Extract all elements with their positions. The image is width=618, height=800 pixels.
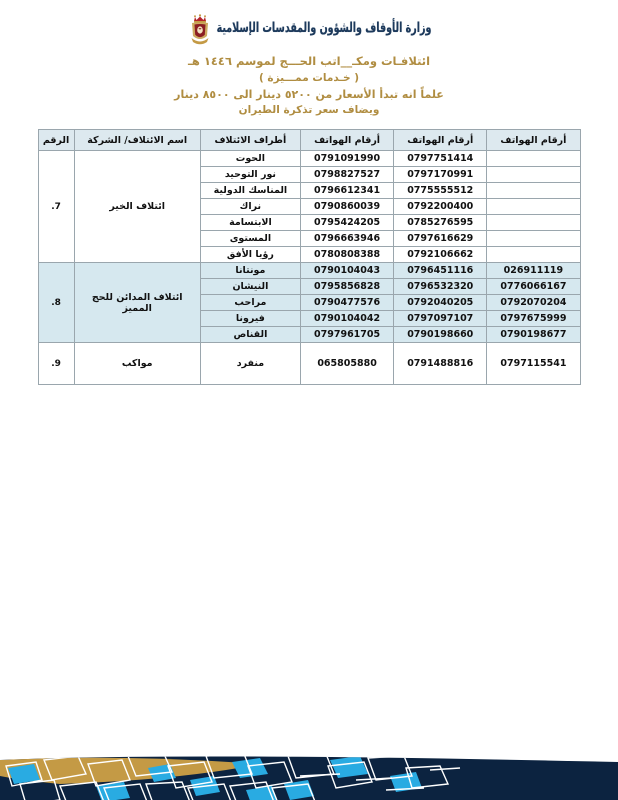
cell-party: نراك bbox=[200, 199, 300, 215]
cell-phone2: 0797097107 bbox=[394, 311, 487, 327]
cell-party: النيشان bbox=[200, 279, 300, 295]
cell-party: رؤيا الأفق bbox=[200, 247, 300, 263]
cell-phone3 bbox=[487, 183, 580, 199]
cell-party: القناص bbox=[200, 327, 300, 343]
ministry-logo-text: وزارة الأوقاف والشؤون والمقدسات الإسلامية bbox=[216, 20, 432, 37]
cell-phone2: 0790198660 bbox=[394, 327, 487, 343]
cell-phone3: 0776066167 bbox=[487, 279, 580, 295]
cell-phone1: 0797961705 bbox=[300, 327, 393, 343]
cell-phone3: 0792070204 bbox=[487, 295, 580, 311]
cell-phone3: 0797675999 bbox=[487, 311, 580, 327]
cell-phone1: 0795424205 bbox=[300, 215, 393, 231]
cell-phone3 bbox=[487, 167, 580, 183]
cell-party: الحوت bbox=[200, 151, 300, 167]
cell-phone1: 0796612341 bbox=[300, 183, 393, 199]
cell-phone1: 0791091990 bbox=[300, 151, 393, 167]
table-header-row bbox=[38, 130, 580, 151]
ministry-logo bbox=[187, 12, 432, 46]
column-header-number: الرقم bbox=[38, 130, 74, 151]
cell-phone3: 0790198677 bbox=[487, 327, 580, 343]
cell-phone3 bbox=[487, 231, 580, 247]
cell-party: مونتانا bbox=[200, 263, 300, 279]
table-row bbox=[38, 151, 580, 167]
cell-phone2: 0792040205 bbox=[394, 295, 487, 311]
cell-phone3: 0797115541 bbox=[487, 343, 580, 385]
document-header bbox=[0, 0, 618, 52]
cell-coalition-name: ائتلاف المدائن للحج المميز bbox=[74, 263, 200, 343]
cell-phone1: 0790860039 bbox=[300, 199, 393, 215]
title-block bbox=[0, 54, 618, 116]
cell-phone2: 0792106662 bbox=[394, 247, 487, 263]
cell-phone1: 0790104042 bbox=[300, 311, 393, 327]
cell-row-number: .9 bbox=[38, 343, 74, 385]
cell-phone1: 0780808388 bbox=[300, 247, 393, 263]
cell-coalition-name: ائتلاف الخير bbox=[74, 151, 200, 263]
cell-phone1: 0795856828 bbox=[300, 279, 393, 295]
coalitions-table-wrapper bbox=[38, 129, 581, 385]
cell-party: الابتسامة bbox=[200, 215, 300, 231]
cell-party: المناسك الدولية bbox=[200, 183, 300, 199]
cell-phone2: 0792200400 bbox=[394, 199, 487, 215]
jordan-crown-emblem-icon bbox=[187, 12, 213, 46]
cell-phone3 bbox=[487, 215, 580, 231]
cell-row-number: .8 bbox=[38, 263, 74, 343]
cell-phone3 bbox=[487, 247, 580, 263]
cell-party: نور التوحيد bbox=[200, 167, 300, 183]
cell-phone1: 065805880 bbox=[300, 343, 393, 385]
cell-phone3 bbox=[487, 151, 580, 167]
table-row bbox=[38, 343, 580, 385]
footer-decorative-band bbox=[0, 750, 618, 800]
cell-phone1: 0790477576 bbox=[300, 295, 393, 311]
cell-phone2: 0775555512 bbox=[394, 183, 487, 199]
cell-phone2: 0797751414 bbox=[394, 151, 487, 167]
cell-phone3 bbox=[487, 199, 580, 215]
cell-party: مراحب bbox=[200, 295, 300, 311]
table-row bbox=[38, 263, 580, 279]
cell-phone1: 0798827527 bbox=[300, 167, 393, 183]
cell-phone2: 0796451116 bbox=[394, 263, 487, 279]
table-body bbox=[38, 151, 580, 385]
cell-party: منفرد bbox=[200, 343, 300, 385]
column-header-name: اسم الائتلاف/ الشركة bbox=[74, 130, 200, 151]
cell-phone2: 0791488816 bbox=[394, 343, 487, 385]
price-note: علماً انه تبدأ الأسعار من ٥٢٠٠ دينار الى ٨٥٠٠ دينار bbox=[174, 88, 444, 101]
airfare-note: ويضاف سعر تذكرة الطيران bbox=[238, 104, 380, 116]
column-header-parties: أطراف الائتلاف bbox=[200, 130, 300, 151]
cell-phone2: 0785276595 bbox=[394, 215, 487, 231]
cell-phone1: 0790104043 bbox=[300, 263, 393, 279]
cell-party: فيرونا bbox=[200, 311, 300, 327]
cell-phone1: 0796663946 bbox=[300, 231, 393, 247]
column-header-phones-1: أرقام الهواتف bbox=[300, 130, 393, 151]
page-title: ائتلافـات ومكـ__اتب الحـــج لموسم ١٤٤٦ هـ bbox=[187, 54, 431, 68]
page-subtitle: ( خـدمات ممـــيزة ) bbox=[258, 72, 360, 84]
coalitions-table bbox=[38, 129, 581, 385]
cell-phone3: 026911119 bbox=[487, 263, 580, 279]
cell-phone2: 0796532320 bbox=[394, 279, 487, 295]
cell-coalition-name: مواكب bbox=[74, 343, 200, 385]
column-header-phones-3: أرقام الهواتف bbox=[487, 130, 580, 151]
column-header-phones-2: أرقام الهواتف bbox=[394, 130, 487, 151]
cell-row-number: .7 bbox=[38, 151, 74, 263]
cell-phone2: 0797616629 bbox=[394, 231, 487, 247]
cell-phone2: 0797170991 bbox=[394, 167, 487, 183]
cell-party: المستوى bbox=[200, 231, 300, 247]
